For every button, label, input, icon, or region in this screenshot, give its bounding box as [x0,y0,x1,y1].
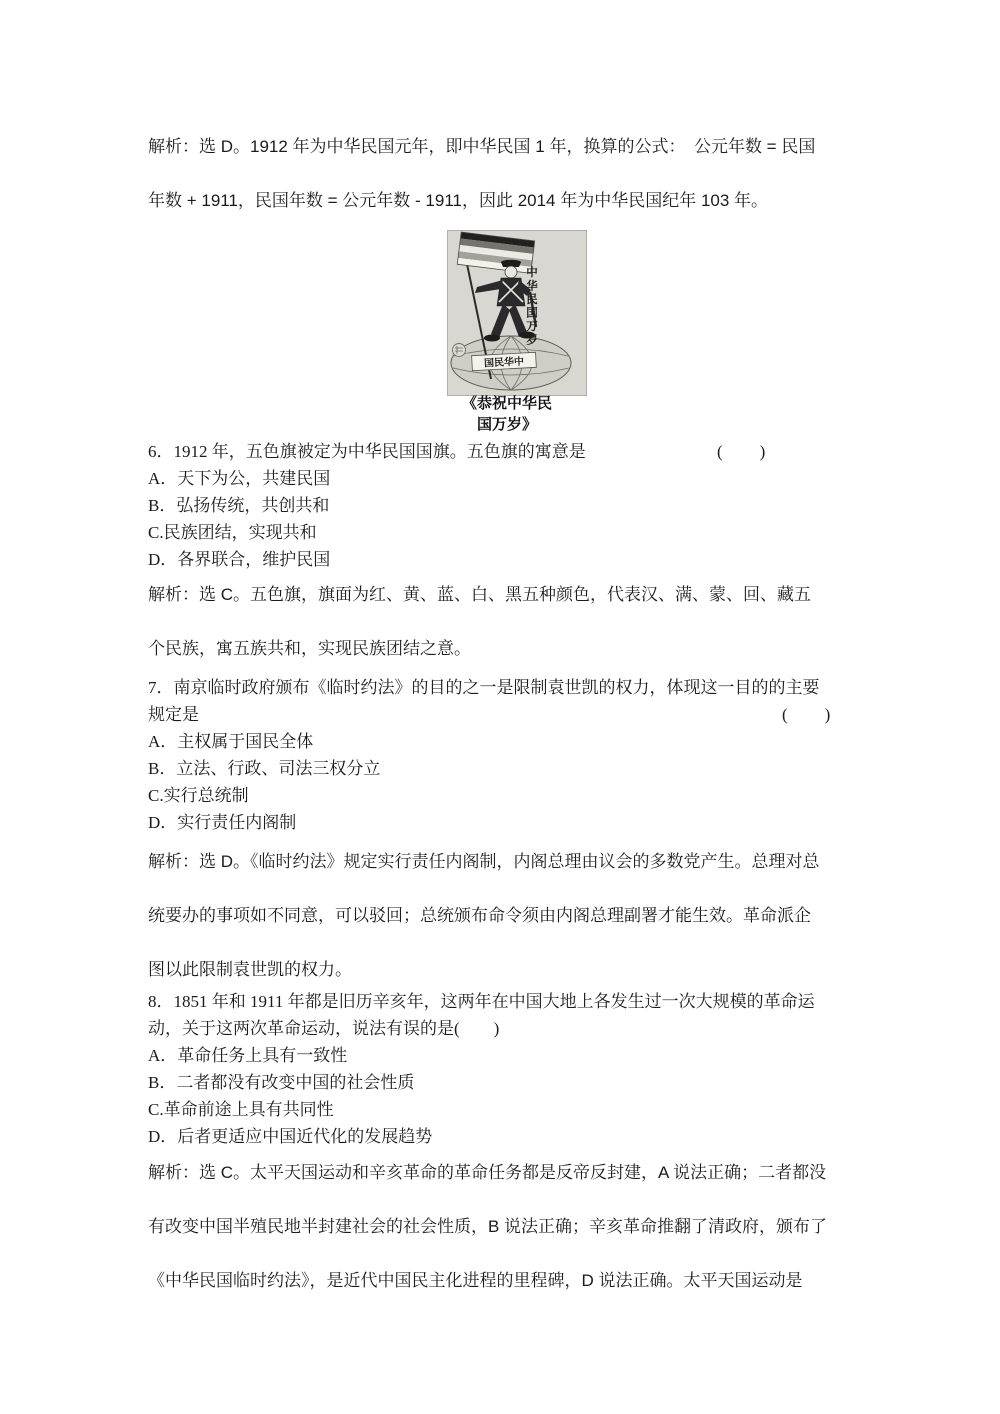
question-7-option-c: C.实行总统制 [148,786,249,805]
question-8-option-b: B．二者都没有改变中国的社会性质 [148,1073,415,1092]
caption-line: 《恭祝中华民 [461,396,552,412]
question-6-option-b: B．弘扬传统，共创共和 [148,496,330,515]
poster-caption [397,394,617,436]
question-6-stem [148,438,908,465]
question-6-option-c: C.民族团结，实现共和 [148,523,317,542]
question-8-stem-line2: 动，关于这两次革命运动，说法有误的是( ) [148,1019,500,1038]
text-line: 解析：选 D。《临时约法》规定实行责任内阁制，内阁总理由议会的多数党产生。总理对总 [148,852,820,871]
text-line: 解析：选 D。1912 年为中华民国元年，即中华民国 1 年，换算的公式： 公元年数 = 民国 [148,137,816,156]
explanation-q6 [148,568,908,676]
question-8-option-c: C.革命前途上具有共同性 [148,1100,334,1119]
question-8-option-d: D．后者更适应中国近代化的发展趋势 [148,1127,433,1146]
poster-image [447,230,587,396]
question-7-option-d: D．实行责任内阁制 [148,813,297,832]
poster-illustration [447,230,587,396]
poster-slogan-vertical: 中华民国万岁 [525,266,537,347]
artist-seal [453,344,466,357]
question-6-option-a: A．天下为公，共建民国 [148,469,331,488]
question-7 [148,674,908,836]
text-line: 解析：选 C。五色旗，旗面为红、黄、蓝、白、黑五种颜色，代表汉、满、蒙、回、藏五 [148,585,811,604]
caption-line: 国万岁》 [476,417,537,433]
text-line: 年数 + 1911，民国年数 = 公元年数 - 1911，因此 2014 年为中华民国纪年 103 年。 [148,191,769,210]
text-line: 统要办的事项如不同意，可以驳回；总统颁布命令须由内阁总理副署才能生效。革命派企 [148,906,811,925]
explanation-q7 [148,835,908,997]
question-7-stem-text: 规定是 [148,705,199,724]
question-8-option-a: A．革命任务上具有一致性 [148,1046,348,1065]
globe-banner-text: 国民华中 [483,356,525,370]
answer-bracket: ( ) [717,442,767,461]
text-line: 图以此限制袁世凯的权力。 [148,960,352,979]
question-6 [148,438,908,573]
explanation-q8 [148,1146,908,1308]
text-line: 解析：选 C。太平天国运动和辛亥革命的革命任务都是反帝反封建，A 说法正确；二者都没 [148,1163,827,1182]
question-8-stem-line1: 8．1851 年和 1911 年都是旧历辛亥年，这两年在中国大地上各发生过一次大规模的革命运 [148,992,815,1011]
text-line: 个民族，寓五族共和，实现民族团结之意。 [148,639,471,658]
question-7-option-b: B．立法、行政、司法三权分立 [148,759,381,778]
answer-bracket: ( ) [782,705,832,724]
globe-banner [472,352,537,370]
question-6-option-d: D．各界联合，维护民国 [148,550,331,569]
question-6-stem-text: 6．1912 年，五色旗被定为中华民国国旗。五色旗的寓意是 [148,442,586,461]
explanation-q5 [148,120,908,228]
question-7-stem-line1: 7．南京临时政府颁布《临时约法》的目的之一是限制袁世凯的权力，体现这一目的的主要 [148,678,820,697]
question-8 [148,988,908,1150]
question-7-option-a: A．主权属于国民全体 [148,732,314,751]
text-line: 有改变中国半殖民地半封建社会的社会性质，B 说法正确；辛亥革命推翻了清政府，颁布了 [148,1217,828,1236]
text-line: 《中华民国临时约法》，是近代中国民主化进程的里程碑，D 说法正确。太平天国运动是 [148,1271,803,1290]
question-7-stem-line2 [148,701,908,728]
